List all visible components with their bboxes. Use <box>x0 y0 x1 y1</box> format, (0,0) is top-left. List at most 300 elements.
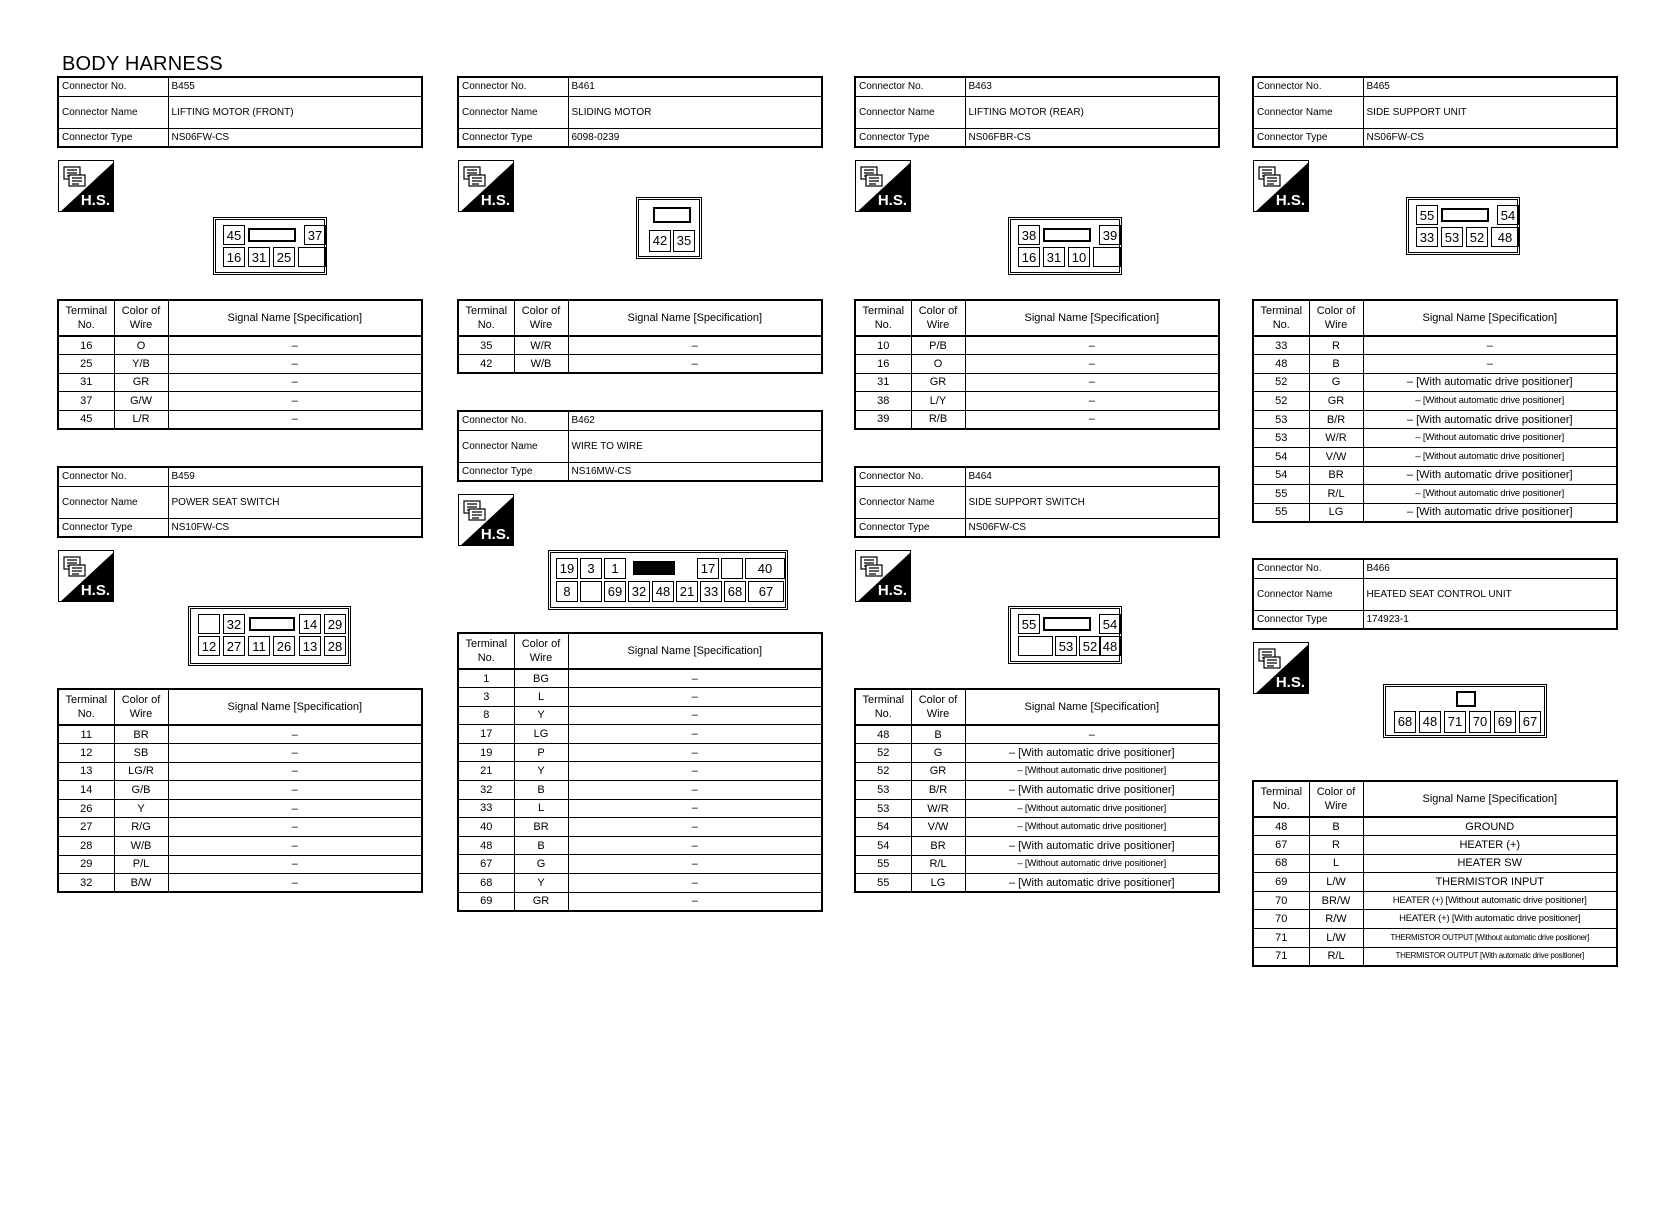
connector-info-label: Connector Name <box>458 430 568 462</box>
signal-cell: – <box>168 781 422 800</box>
connector-no-value: B459 <box>168 467 422 486</box>
table-row <box>855 837 1219 856</box>
connector-cavity <box>721 558 743 579</box>
terminal-cell: 3 <box>458 688 514 707</box>
color-cell: B/R <box>911 781 965 800</box>
table-row <box>855 392 1219 411</box>
connector-info-row <box>1253 578 1617 610</box>
table-row <box>1253 336 1617 355</box>
connector-cavity: 16 <box>223 247 245 267</box>
connector-cavity: 33 <box>700 581 722 602</box>
signal-name-header: Signal Name [Specification] <box>568 633 822 669</box>
terminal-cell: 53 <box>1253 429 1309 448</box>
connector-face-b463 <box>1008 217 1122 275</box>
wire-table-header <box>1253 300 1617 336</box>
connector-lock-tab <box>1043 617 1091 631</box>
connector-info-row <box>58 77 422 96</box>
connector-no-value: B465 <box>1363 77 1617 96</box>
connector-face-b466 <box>1383 684 1547 738</box>
wire-table-header <box>458 300 822 336</box>
terminal-cell: 13 <box>58 762 114 781</box>
color-cell: P <box>514 743 568 762</box>
terminal-cell: 45 <box>58 410 114 429</box>
signal-cell: – [Without automatic drive positioner] <box>1363 448 1617 467</box>
signal-cell: – [Without automatic drive positioner] <box>965 818 1219 837</box>
table-row <box>855 725 1219 744</box>
terminal-cell: 31 <box>855 373 911 392</box>
harness-connector-icon <box>459 161 489 189</box>
connector-cavity: 1 <box>604 558 626 579</box>
connector-cavity: 3 <box>580 558 602 579</box>
connector-lock-tab <box>1043 228 1091 242</box>
color-cell: GR <box>911 762 965 781</box>
wire-table-b464 <box>854 688 1220 893</box>
connector-info-row <box>458 430 822 462</box>
connector-face-b459 <box>188 606 351 666</box>
signal-cell: – <box>965 373 1219 392</box>
terminal-cell: 25 <box>58 355 114 374</box>
color-cell: R/B <box>911 410 965 429</box>
terminal-cell: 12 <box>58 744 114 763</box>
signal-cell: – <box>568 781 822 800</box>
connector-cavity: 67 <box>748 581 784 602</box>
terminal-cell: 11 <box>58 725 114 744</box>
connector-cavity: 70 <box>1469 711 1491 733</box>
signal-cell: – [With automatic drive positioner] <box>1363 410 1617 429</box>
connector-info-row <box>58 128 422 147</box>
connector-type-value: 6098-0239 <box>568 128 822 147</box>
color-cell: L/Y <box>911 392 965 411</box>
color-cell: W/B <box>514 355 568 374</box>
signal-cell: HEATER (+) [Without automatic drive positioner] <box>1363 891 1617 910</box>
connector-lock-tab <box>653 207 691 223</box>
color-of-wire-header: Color of Wire <box>114 300 168 336</box>
connector-info-row <box>458 462 822 481</box>
hs-label: H.S. <box>480 526 510 543</box>
table-row <box>855 762 1219 781</box>
signal-cell: – <box>568 892 822 911</box>
terminal-cell: 40 <box>458 818 514 837</box>
harness-connector-icon <box>1254 161 1284 189</box>
connector-cavity: 17 <box>697 558 719 579</box>
table-row <box>58 874 422 893</box>
signal-cell: – <box>568 799 822 818</box>
terminal-cell: 8 <box>458 706 514 725</box>
connector-info-b459 <box>57 466 423 538</box>
connector-info-row <box>855 518 1219 537</box>
connector-cavity: 35 <box>673 230 695 252</box>
terminal-cell: 16 <box>58 336 114 355</box>
connector-cavity: 13 <box>299 636 321 656</box>
connector-name-value: SIDE SUPPORT SWITCH <box>965 486 1219 518</box>
wire-table-b463 <box>854 299 1220 430</box>
color-cell: BR <box>514 818 568 837</box>
table-row <box>855 874 1219 893</box>
terminal-cell: 29 <box>58 855 114 874</box>
signal-name-header: Signal Name [Specification] <box>965 300 1219 336</box>
terminal-cell: 70 <box>1253 910 1309 929</box>
signal-cell: – <box>568 706 822 725</box>
signal-cell: – <box>168 725 422 744</box>
connector-info-label: Connector No. <box>1253 77 1363 96</box>
terminal-cell: 38 <box>855 392 911 411</box>
color-cell: O <box>114 336 168 355</box>
hs-badge-b465 <box>1253 160 1309 212</box>
hs-badge-b459 <box>58 550 114 602</box>
color-cell: BR <box>911 837 965 856</box>
connector-cavity: 55 <box>1416 205 1438 225</box>
connector-info-row <box>855 467 1219 486</box>
hs-label: H.S. <box>80 192 110 209</box>
table-row <box>58 744 422 763</box>
signal-cell: – <box>965 725 1219 744</box>
connector-info-label: Connector Type <box>1253 128 1363 147</box>
signal-cell: – [With automatic drive positioner] <box>965 874 1219 893</box>
color-cell: Y <box>514 874 568 893</box>
color-cell: L/W <box>1309 929 1363 948</box>
color-cell: R/L <box>1309 947 1363 966</box>
terminal-cell: 17 <box>458 725 514 744</box>
connector-cavity: 16 <box>1018 247 1040 267</box>
terminal-cell: 69 <box>1253 873 1309 892</box>
color-cell: GR <box>514 892 568 911</box>
table-row <box>855 781 1219 800</box>
table-row <box>1253 873 1617 892</box>
terminal-cell: 10 <box>855 336 911 355</box>
terminal-cell: 1 <box>458 669 514 688</box>
color-cell: GR <box>114 373 168 392</box>
signal-cell: – [With automatic drive positioner] <box>965 781 1219 800</box>
connector-name-value: LIFTING MOTOR (REAR) <box>965 96 1219 128</box>
connector-cavity: 48 <box>1419 711 1441 733</box>
signal-cell: – [Without automatic drive positioner] <box>965 799 1219 818</box>
hs-label: H.S. <box>877 192 907 209</box>
connector-cavity: 38 <box>1018 225 1040 245</box>
connector-cavity: 8 <box>556 581 578 602</box>
color-of-wire-header: Color of Wire <box>911 300 965 336</box>
connector-cavity: 29 <box>324 614 346 634</box>
table-row <box>1253 392 1617 411</box>
table-row <box>458 743 822 762</box>
table-row <box>458 781 822 800</box>
terminal-no-header: Terminal No. <box>58 689 114 725</box>
table-row <box>458 762 822 781</box>
hs-badge-b455 <box>58 160 114 212</box>
table-row <box>1253 891 1617 910</box>
terminal-no-header: Terminal No. <box>1253 300 1309 336</box>
connector-cavity: 69 <box>1494 711 1516 733</box>
connector-info-row <box>58 518 422 537</box>
terminal-cell: 53 <box>1253 410 1309 429</box>
connector-info-label: Connector Name <box>58 96 168 128</box>
signal-name-header: Signal Name [Specification] <box>168 300 422 336</box>
table-row <box>58 373 422 392</box>
table-row <box>855 799 1219 818</box>
color-of-wire-header: Color of Wire <box>514 300 568 336</box>
signal-cell: – <box>168 373 422 392</box>
connector-name-value: SIDE SUPPORT UNIT <box>1363 96 1617 128</box>
wire-table-b466 <box>1252 780 1618 967</box>
terminal-cell: 27 <box>58 818 114 837</box>
hs-label: H.S. <box>877 582 907 599</box>
connector-lock-tab <box>1456 691 1476 707</box>
table-row <box>855 373 1219 392</box>
color-cell: V/W <box>1309 448 1363 467</box>
terminal-cell: 71 <box>1253 947 1309 966</box>
signal-cell: – <box>568 725 822 744</box>
color-cell: B <box>1309 817 1363 836</box>
terminal-no-header: Terminal No. <box>458 300 514 336</box>
table-row <box>855 355 1219 374</box>
terminal-cell: 48 <box>1253 817 1309 836</box>
color-cell: R <box>1309 336 1363 355</box>
color-cell: Y/B <box>114 355 168 374</box>
table-row <box>458 669 822 688</box>
harness-connector-icon <box>856 551 886 579</box>
connector-cavity: 11 <box>248 636 270 656</box>
terminal-cell: 52 <box>1253 392 1309 411</box>
signal-cell: – [Without automatic drive positioner] <box>1363 429 1617 448</box>
connector-cavity: 48 <box>1099 636 1121 656</box>
color-of-wire-header: Color of Wire <box>1309 781 1363 817</box>
color-cell: R/W <box>1309 910 1363 929</box>
color-cell: W/R <box>1309 429 1363 448</box>
connector-cavity: 53 <box>1441 227 1463 247</box>
harness-connector-icon <box>59 161 89 189</box>
connector-cavity: 67 <box>1519 711 1541 733</box>
connector-info-label: Connector Type <box>458 128 568 147</box>
table-row <box>58 781 422 800</box>
connector-cavity: 69 <box>604 581 626 602</box>
terminal-cell: 32 <box>58 874 114 893</box>
table-row <box>458 725 822 744</box>
connector-info-label: Connector No. <box>855 467 965 486</box>
connector-face-b461 <box>636 197 702 259</box>
table-row <box>58 762 422 781</box>
color-cell: W/B <box>114 837 168 856</box>
connector-info-row <box>855 77 1219 96</box>
color-cell: B <box>1309 355 1363 374</box>
signal-name-header: Signal Name [Specification] <box>1363 781 1617 817</box>
harness-connector-icon <box>1254 643 1284 671</box>
signal-cell: – <box>168 818 422 837</box>
connector-name-value: WIRE TO WIRE <box>568 430 822 462</box>
terminal-cell: 54 <box>855 837 911 856</box>
signal-cell: – <box>168 762 422 781</box>
color-cell: W/R <box>514 336 568 355</box>
terminal-cell: 32 <box>458 781 514 800</box>
connector-name-value: LIFTING MOTOR (FRONT) <box>168 96 422 128</box>
connector-cavity: 31 <box>1043 247 1065 267</box>
connector-cavity: 26 <box>273 636 295 656</box>
connector-type-value: NS06FBR-CS <box>965 128 1219 147</box>
table-row <box>58 355 422 374</box>
wire-table-b461 <box>457 299 823 374</box>
terminal-no-header: Terminal No. <box>855 689 911 725</box>
connector-cavity <box>198 614 220 634</box>
connector-type-value: NS06FW-CS <box>1363 128 1617 147</box>
connector-info-row <box>458 96 822 128</box>
table-row <box>458 874 822 893</box>
terminal-cell: 68 <box>458 874 514 893</box>
color-cell: L <box>514 799 568 818</box>
terminal-cell: 33 <box>1253 336 1309 355</box>
color-cell: B/W <box>114 874 168 893</box>
table-row <box>58 855 422 874</box>
wire-table-header <box>458 633 822 669</box>
table-row <box>1253 929 1617 948</box>
terminal-cell: 33 <box>458 799 514 818</box>
connector-info-row <box>1253 610 1617 629</box>
color-of-wire-header: Color of Wire <box>514 633 568 669</box>
terminal-cell: 28 <box>58 837 114 856</box>
terminal-cell: 53 <box>855 781 911 800</box>
connector-info-label: Connector Name <box>855 96 965 128</box>
color-cell: L/W <box>1309 873 1363 892</box>
signal-cell: – <box>168 855 422 874</box>
connector-info-row <box>1253 77 1617 96</box>
table-row <box>58 725 422 744</box>
color-cell: W/R <box>911 799 965 818</box>
terminal-cell: 21 <box>458 762 514 781</box>
signal-cell: – <box>168 392 422 411</box>
connector-info-label: Connector No. <box>58 77 168 96</box>
terminal-cell: 42 <box>458 355 514 374</box>
terminal-cell: 69 <box>458 892 514 911</box>
connector-no-value: B463 <box>965 77 1219 96</box>
connector-info-label: Connector Type <box>855 128 965 147</box>
hs-label: H.S. <box>80 582 110 599</box>
wire-table-header <box>58 689 422 725</box>
table-row <box>1253 355 1617 374</box>
connector-cavity: 19 <box>556 558 578 579</box>
table-row <box>1253 410 1617 429</box>
signal-cell: – <box>568 855 822 874</box>
terminal-cell: 35 <box>458 336 514 355</box>
color-cell: G/B <box>114 781 168 800</box>
connector-cavity: 42 <box>649 230 671 252</box>
color-cell: R <box>1309 836 1363 855</box>
connector-cavity <box>298 247 326 267</box>
connector-cavity: 45 <box>223 225 245 245</box>
connector-info-label: Connector Name <box>855 486 965 518</box>
connector-type-value: NS16MW-CS <box>568 462 822 481</box>
signal-cell: – <box>568 762 822 781</box>
color-cell: LG/R <box>114 762 168 781</box>
connector-cavity: 54 <box>1099 614 1121 634</box>
connector-info-b466 <box>1252 558 1618 630</box>
signal-cell: – <box>168 874 422 893</box>
connector-cavity: 71 <box>1444 711 1466 733</box>
connector-info-label: Connector Name <box>58 486 168 518</box>
connector-cavity: 10 <box>1068 247 1090 267</box>
color-cell: LG <box>1309 503 1363 522</box>
connector-info-row <box>58 96 422 128</box>
connector-cavity: 52 <box>1466 227 1488 247</box>
color-cell: BR <box>114 725 168 744</box>
color-cell: G <box>1309 373 1363 392</box>
connector-info-b465 <box>1252 76 1618 148</box>
terminal-cell: 37 <box>58 392 114 411</box>
connector-cavity: 54 <box>1497 205 1519 225</box>
signal-cell: – <box>568 669 822 688</box>
color-cell: B <box>911 725 965 744</box>
connector-no-value: B464 <box>965 467 1219 486</box>
color-of-wire-header: Color of Wire <box>1309 300 1363 336</box>
signal-cell: GROUND <box>1363 817 1617 836</box>
table-row <box>458 818 822 837</box>
hs-label: H.S. <box>480 192 510 209</box>
table-row <box>1253 947 1617 966</box>
connector-no-value: B462 <box>568 411 822 430</box>
connector-info-row <box>1253 559 1617 578</box>
color-cell: BR <box>1309 466 1363 485</box>
table-row <box>458 836 822 855</box>
signal-cell: – [With automatic drive positioner] <box>1363 373 1617 392</box>
terminal-cell: 31 <box>58 373 114 392</box>
connector-info-row <box>855 96 1219 128</box>
connector-cavity: 21 <box>676 581 698 602</box>
connector-cavity: 48 <box>1491 227 1519 247</box>
color-cell: B/R <box>1309 410 1363 429</box>
signal-cell: HEATER (+) [With automatic drive positioner] <box>1363 910 1617 929</box>
connector-lock-tab <box>248 228 296 242</box>
connector-info-label: Connector No. <box>458 77 568 96</box>
terminal-cell: 67 <box>1253 836 1309 855</box>
signal-cell: – <box>168 336 422 355</box>
terminal-cell: 54 <box>855 818 911 837</box>
connector-info-label: Connector No. <box>1253 559 1363 578</box>
terminal-no-header: Terminal No. <box>458 633 514 669</box>
color-cell: G <box>911 744 965 763</box>
signal-cell: – [Without automatic drive positioner] <box>965 855 1219 874</box>
wire-table-header <box>855 300 1219 336</box>
connector-info-label: Connector Name <box>1253 578 1363 610</box>
table-row <box>458 355 822 374</box>
wire-table-header <box>58 300 422 336</box>
color-of-wire-header: Color of Wire <box>911 689 965 725</box>
signal-cell: – [Without automatic drive positioner] <box>1363 485 1617 504</box>
signal-cell: – <box>568 688 822 707</box>
terminal-cell: 52 <box>855 762 911 781</box>
terminal-cell: 55 <box>1253 503 1309 522</box>
connector-name-value: HEATED SEAT CONTROL UNIT <box>1363 578 1617 610</box>
harness-connector-icon <box>459 495 489 523</box>
color-cell: B <box>514 836 568 855</box>
connector-info-row <box>58 486 422 518</box>
signal-name-header: Signal Name [Specification] <box>168 689 422 725</box>
table-row <box>58 799 422 818</box>
signal-cell: – <box>168 355 422 374</box>
signal-cell: – [Without automatic drive positioner] <box>1363 392 1617 411</box>
connector-info-label: Connector Type <box>58 518 168 537</box>
connector-no-value: B466 <box>1363 559 1617 578</box>
connector-cavity: 32 <box>628 581 650 602</box>
signal-cell: – [With automatic drive positioner] <box>965 744 1219 763</box>
table-row <box>1253 910 1617 929</box>
connector-info-b455 <box>57 76 423 148</box>
terminal-cell: 54 <box>1253 448 1309 467</box>
signal-cell: – <box>1363 336 1617 355</box>
signal-cell: HEATER SW <box>1363 854 1617 873</box>
table-row <box>458 855 822 874</box>
connector-type-value: NS10FW-CS <box>168 518 422 537</box>
table-row <box>1253 836 1617 855</box>
table-row <box>855 818 1219 837</box>
terminal-cell: 52 <box>855 744 911 763</box>
terminal-cell: 54 <box>1253 466 1309 485</box>
color-cell: G/W <box>114 392 168 411</box>
